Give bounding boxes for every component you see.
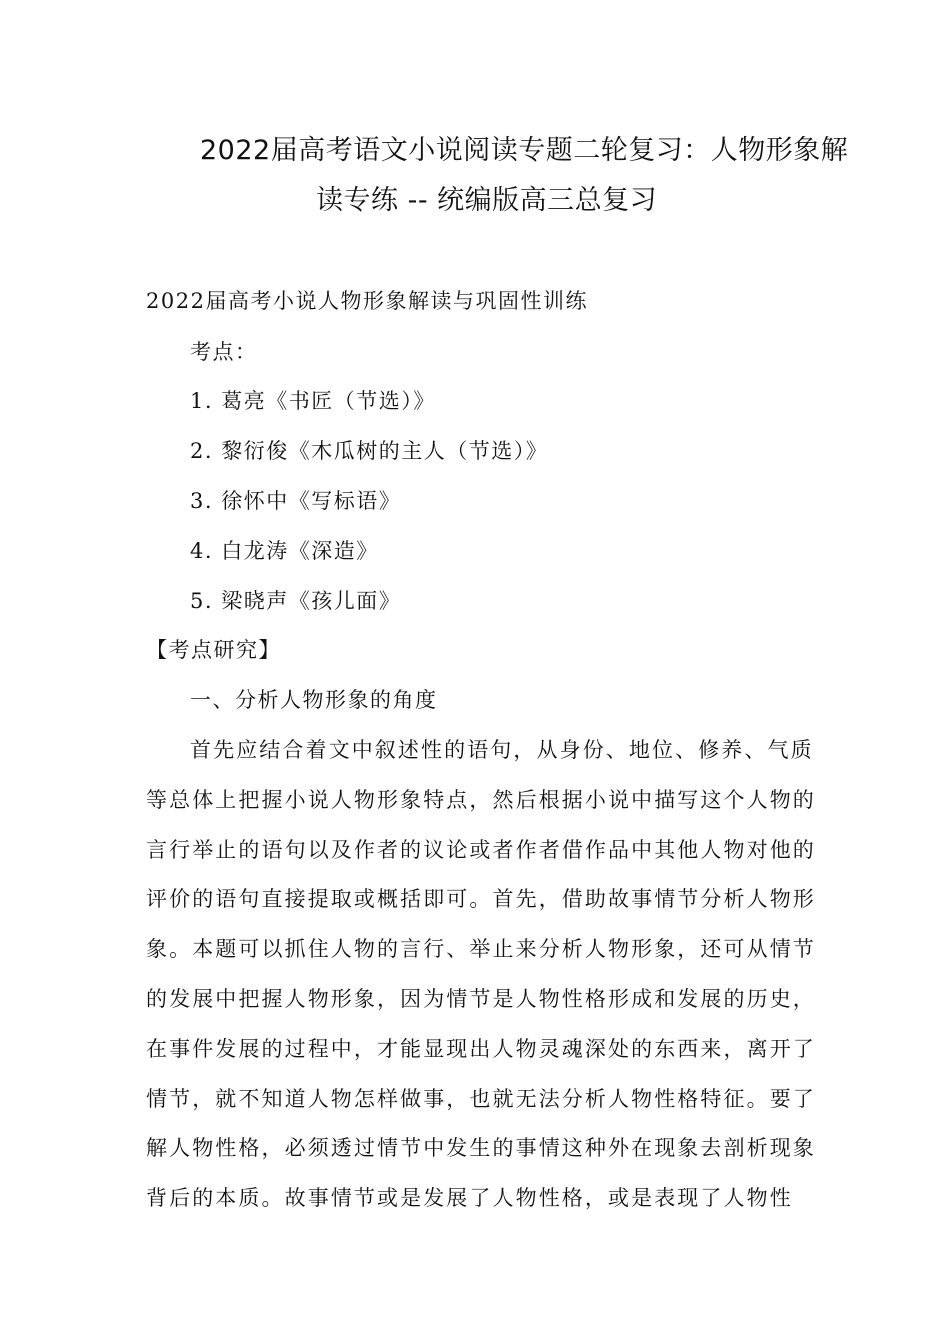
document-title-line-1: 2022届高考语文小说阅读专题二轮复习：人物形象解 [200, 135, 849, 166]
list-item: 4. 白龙涛《深造》 [190, 539, 379, 563]
section-heading: 【考点研究】 [146, 638, 281, 662]
document-title-line-2: 读专练 -- 统编版高三总复习 [316, 185, 658, 216]
paragraph-line: 情节，就不知道人物怎样做事，也就无法分析人物性格特征。要了 [146, 1087, 816, 1111]
list-item: 5. 梁晓声《孩儿面》 [190, 589, 402, 613]
subtitle: 2022届高考小说人物形象解读与巩固性训练 [146, 289, 588, 313]
paragraph-line: 象。本题可以抓住人物的言行、举止来分析人物形象，还可从情节 [146, 937, 816, 961]
kaodian-label: 考点： [190, 340, 258, 364]
list-item: 1. 葛亮《书匠（节选）》 [190, 389, 436, 413]
paragraph-line: 评价的语句直接提取或概括即可。首先，借助故事情节分析人物形 [146, 887, 816, 911]
paragraph-line: 言行举止的语句以及作者的议论或者作者借作品中其他人物对他的 [146, 838, 816, 862]
subsection-heading: 一、分析人物形象的角度 [190, 688, 438, 712]
paragraph-line: 首先应结合着文中叙述性的语句，从身份、地位、修养、气质 [190, 738, 814, 762]
paragraph-line: 在事件发展的过程中，才能显现出人物灵魂深处的东西来，离开了 [146, 1037, 816, 1061]
paragraph-line: 等总体上把握小说人物形象特点，然后根据小说中描写这个人物的 [146, 788, 816, 812]
paragraph-line: 解人物性格，必须透过情节中发生的事情这种外在现象去剖析现象 [146, 1136, 816, 1160]
list-item: 3. 徐怀中《写标语》 [190, 489, 402, 513]
paragraph-line: 背后的本质。故事情节或是发展了人物性格，或是表现了人物性 [146, 1186, 793, 1210]
paragraph-line: 的发展中把握人物形象，因为情节是人物性格形成和发展的历史， [146, 987, 816, 1011]
list-item: 2. 黎衍俊《木瓜树的主人（节选）》 [190, 439, 549, 463]
